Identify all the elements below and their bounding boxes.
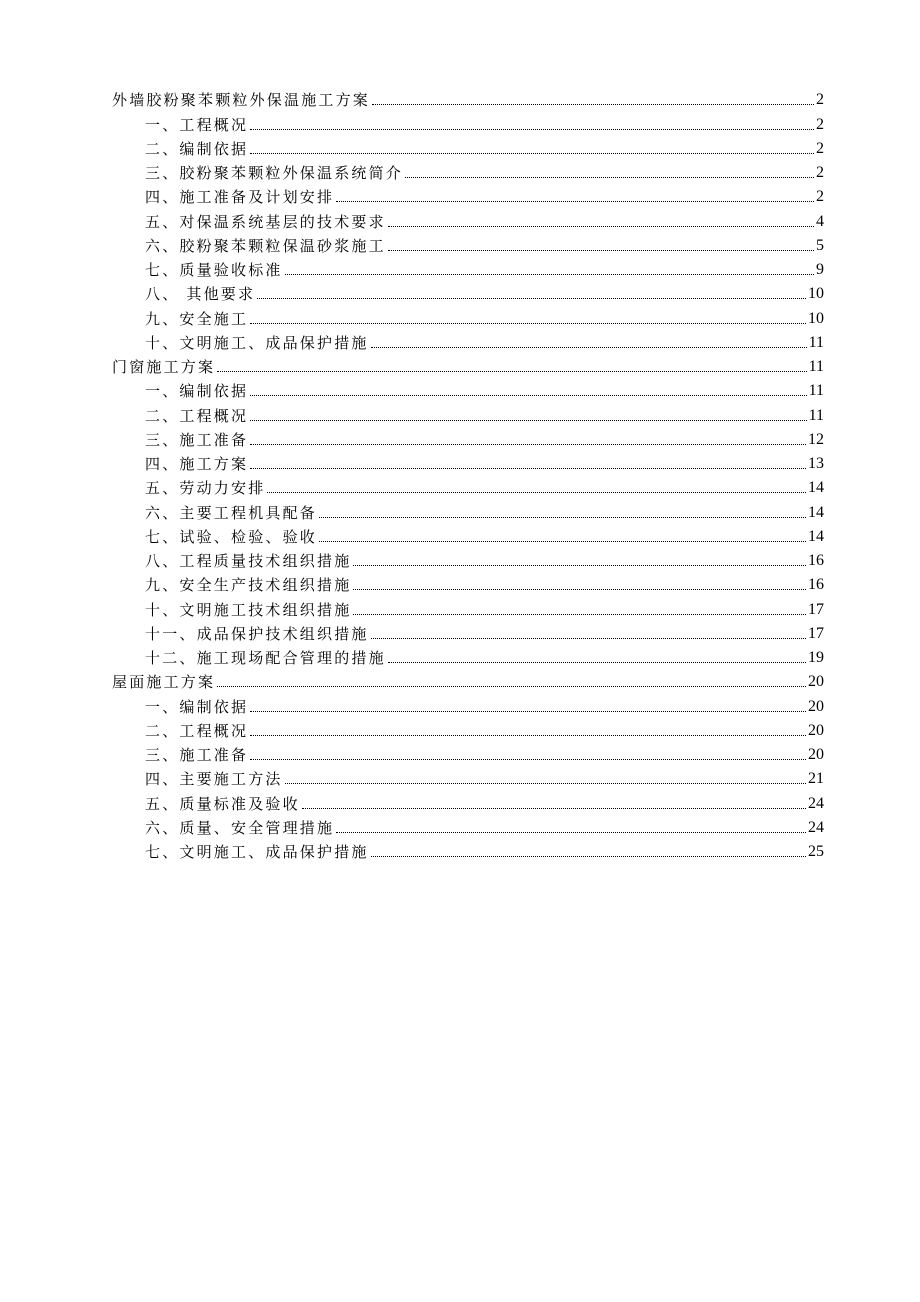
toc-page-number: 11 bbox=[808, 382, 824, 400]
toc-entry-title: 四、施工准备及计划安排 bbox=[145, 188, 335, 207]
toc-entry-title: 五、质量标准及验收 bbox=[145, 794, 300, 813]
toc-dot-leader bbox=[319, 540, 806, 542]
toc-dot-leader bbox=[250, 419, 806, 421]
toc-subsection-entry[interactable] bbox=[112, 474, 824, 498]
toc-subsection-entry[interactable] bbox=[112, 207, 824, 231]
toc-page-number: 20 bbox=[808, 746, 824, 763]
toc-subsection-entry[interactable] bbox=[112, 547, 824, 571]
toc-page-number: 17 bbox=[808, 600, 824, 618]
toc-subsection-entry[interactable] bbox=[112, 450, 824, 474]
toc-subsection-entry[interactable] bbox=[112, 426, 824, 450]
toc-subsection-entry[interactable] bbox=[112, 232, 824, 256]
toc-dot-leader bbox=[285, 273, 814, 275]
toc-subsection-entry[interactable] bbox=[112, 523, 824, 547]
toc-dot-leader bbox=[302, 807, 806, 809]
toc-subsection-entry[interactable] bbox=[112, 280, 824, 304]
toc-dot-leader bbox=[371, 637, 806, 639]
toc-dot-leader bbox=[217, 685, 806, 687]
toc-entry-title: 外墙胶粉聚苯颗粒外保温施工方案 bbox=[112, 91, 371, 110]
toc-entry-title: 八、工程质量技术组织措施 bbox=[145, 552, 352, 570]
toc-entry-title: 四、主要施工方法 bbox=[145, 770, 283, 789]
toc-entry-title: 九、安全生产技术组织措施 bbox=[145, 576, 352, 595]
toc-entry-title: 屋面施工方案 bbox=[112, 673, 216, 692]
toc-page-number: 14 bbox=[808, 479, 824, 497]
toc-subsection-entry[interactable] bbox=[112, 644, 824, 668]
toc-subsection-entry[interactable] bbox=[112, 765, 824, 789]
toc-page-number: 2 bbox=[816, 188, 824, 206]
toc-entry-title: 一、编制依据 bbox=[145, 382, 249, 401]
toc-page-number: 12 bbox=[808, 430, 824, 448]
toc-subsection-entry[interactable] bbox=[112, 329, 824, 353]
toc-page-number: 24 bbox=[808, 818, 824, 836]
toc-dot-leader bbox=[388, 661, 806, 663]
toc-page-number: 14 bbox=[808, 503, 824, 521]
toc-subsection-entry[interactable] bbox=[112, 789, 824, 813]
toc-page-number: 4 bbox=[816, 212, 824, 230]
toc-subsection-entry[interactable] bbox=[112, 304, 824, 328]
toc-dot-leader bbox=[405, 176, 814, 178]
toc-entry-title: 五、对保温系统基层的技术要求 bbox=[145, 212, 386, 231]
toc-subsection-entry[interactable] bbox=[112, 838, 824, 862]
toc-dot-leader bbox=[250, 394, 806, 396]
toc-subsection-entry[interactable] bbox=[112, 692, 824, 716]
toc-subsection-entry[interactable] bbox=[112, 135, 824, 159]
toc-dot-leader bbox=[267, 491, 806, 493]
toc-dot-leader bbox=[336, 831, 806, 833]
toc-page-number: 25 bbox=[808, 843, 824, 860]
toc-entry-title: 十、文明施工技术组织措施 bbox=[145, 600, 352, 619]
toc-dot-leader bbox=[388, 225, 814, 227]
toc-entry-title: 九、安全施工 bbox=[145, 309, 249, 328]
toc-page-number: 21 bbox=[808, 770, 824, 788]
toc-dot-leader bbox=[353, 613, 806, 615]
toc-subsection-entry[interactable] bbox=[112, 183, 824, 207]
toc-dot-leader bbox=[250, 467, 806, 469]
toc-entry-title: 二、编制依据 bbox=[145, 139, 249, 158]
toc-entry-title: 三、胶粉聚苯颗粒外保温系统简介 bbox=[145, 164, 404, 182]
toc-entry-title: 七、文明施工、成品保护措施 bbox=[145, 843, 369, 861]
toc-dot-leader bbox=[285, 782, 806, 784]
toc-subsection-entry[interactable] bbox=[112, 717, 824, 741]
toc-page-number: 9 bbox=[816, 261, 824, 278]
toc-entry-title: 二、工程概况 bbox=[145, 721, 249, 740]
toc-subsection-entry[interactable] bbox=[112, 571, 824, 595]
toc-page-number: 2 bbox=[816, 91, 824, 109]
toc-entry-title: 六、质量、安全管理措施 bbox=[145, 818, 335, 837]
toc-dot-leader bbox=[319, 516, 806, 518]
toc-dot-leader bbox=[217, 370, 806, 372]
toc-page-number: 13 bbox=[808, 455, 824, 472]
toc-dot-leader bbox=[371, 855, 806, 857]
toc-entry-title: 五、劳动力安排 bbox=[145, 479, 266, 498]
toc-section-entry[interactable] bbox=[112, 86, 824, 110]
toc-entry-title: 三、施工准备 bbox=[145, 746, 249, 764]
toc-dot-leader bbox=[371, 346, 807, 348]
toc-page-number: 11 bbox=[808, 406, 824, 424]
toc-entry-title: 十一、成品保护技术组织措施 bbox=[145, 624, 369, 643]
toc-subsection-entry[interactable] bbox=[112, 741, 824, 765]
toc-dot-leader bbox=[336, 200, 814, 202]
toc-page-number: 11 bbox=[808, 358, 824, 375]
toc-entry-title: 一、工程概况 bbox=[145, 115, 249, 134]
toc-entry-title: 十二、施工现场配合管理的措施 bbox=[145, 649, 386, 667]
toc-page-number: 2 bbox=[816, 115, 824, 133]
toc-entry-title: 六、胶粉聚苯颗粒保温砂浆施工 bbox=[145, 236, 386, 255]
toc-subsection-entry[interactable] bbox=[112, 377, 824, 401]
toc-dot-leader bbox=[250, 443, 806, 445]
toc-entry-title: 二、工程概况 bbox=[145, 406, 249, 425]
toc-page-number: 2 bbox=[816, 139, 824, 157]
toc-dot-leader bbox=[353, 588, 806, 590]
toc-entry-title: 一、编制依据 bbox=[145, 697, 249, 716]
toc-entry-title: 七、试验、检验、验收 bbox=[145, 527, 318, 546]
toc-page-number: 19 bbox=[808, 649, 824, 666]
toc-section-entry[interactable] bbox=[112, 668, 824, 692]
toc-page-number: 5 bbox=[816, 236, 824, 254]
toc-dot-leader bbox=[353, 564, 806, 566]
toc-page-number: 2 bbox=[816, 164, 824, 181]
toc-page-number: 10 bbox=[808, 309, 824, 327]
toc-subsection-entry[interactable] bbox=[112, 159, 824, 183]
toc-page-number: 10 bbox=[808, 285, 824, 303]
table-of-contents bbox=[112, 86, 824, 862]
toc-subsection-entry[interactable] bbox=[112, 256, 824, 280]
toc-section-entry[interactable] bbox=[112, 353, 824, 377]
toc-subsection-entry[interactable] bbox=[112, 401, 824, 425]
toc-subsection-entry[interactable] bbox=[112, 814, 824, 838]
toc-entry-title: 八、 其他要求 bbox=[145, 285, 256, 304]
toc-subsection-entry[interactable] bbox=[112, 620, 824, 644]
toc-page-number: 16 bbox=[808, 552, 824, 569]
toc-dot-leader bbox=[388, 249, 814, 251]
toc-subsection-entry[interactable] bbox=[112, 110, 824, 134]
toc-page-number: 16 bbox=[808, 576, 824, 594]
toc-subsection-entry[interactable] bbox=[112, 595, 824, 619]
toc-entry-title: 十、文明施工、成品保护措施 bbox=[145, 333, 369, 352]
toc-dot-leader bbox=[250, 710, 806, 712]
toc-page-number: 20 bbox=[808, 697, 824, 715]
toc-dot-leader bbox=[250, 322, 806, 324]
toc-page-number: 24 bbox=[808, 794, 824, 812]
toc-entry-title: 四、施工方案 bbox=[145, 455, 249, 473]
toc-dot-leader bbox=[250, 734, 806, 736]
toc-dot-leader bbox=[250, 758, 806, 760]
toc-page-number: 14 bbox=[808, 527, 824, 545]
toc-page-number: 17 bbox=[808, 624, 824, 642]
toc-page-number: 20 bbox=[808, 673, 824, 691]
toc-subsection-entry[interactable] bbox=[112, 498, 824, 522]
toc-entry-title: 七、质量验收标准 bbox=[145, 261, 283, 279]
toc-entry-title: 六、主要工程机具配备 bbox=[145, 503, 318, 522]
toc-page-number: 20 bbox=[808, 721, 824, 739]
toc-dot-leader bbox=[250, 128, 814, 130]
toc-entry-title: 门窗施工方案 bbox=[112, 358, 216, 376]
toc-page-number: 11 bbox=[808, 333, 824, 351]
toc-dot-leader bbox=[250, 152, 814, 154]
toc-entry-title: 三、施工准备 bbox=[145, 430, 249, 449]
toc-dot-leader bbox=[372, 103, 814, 105]
toc-dot-leader bbox=[257, 297, 806, 299]
